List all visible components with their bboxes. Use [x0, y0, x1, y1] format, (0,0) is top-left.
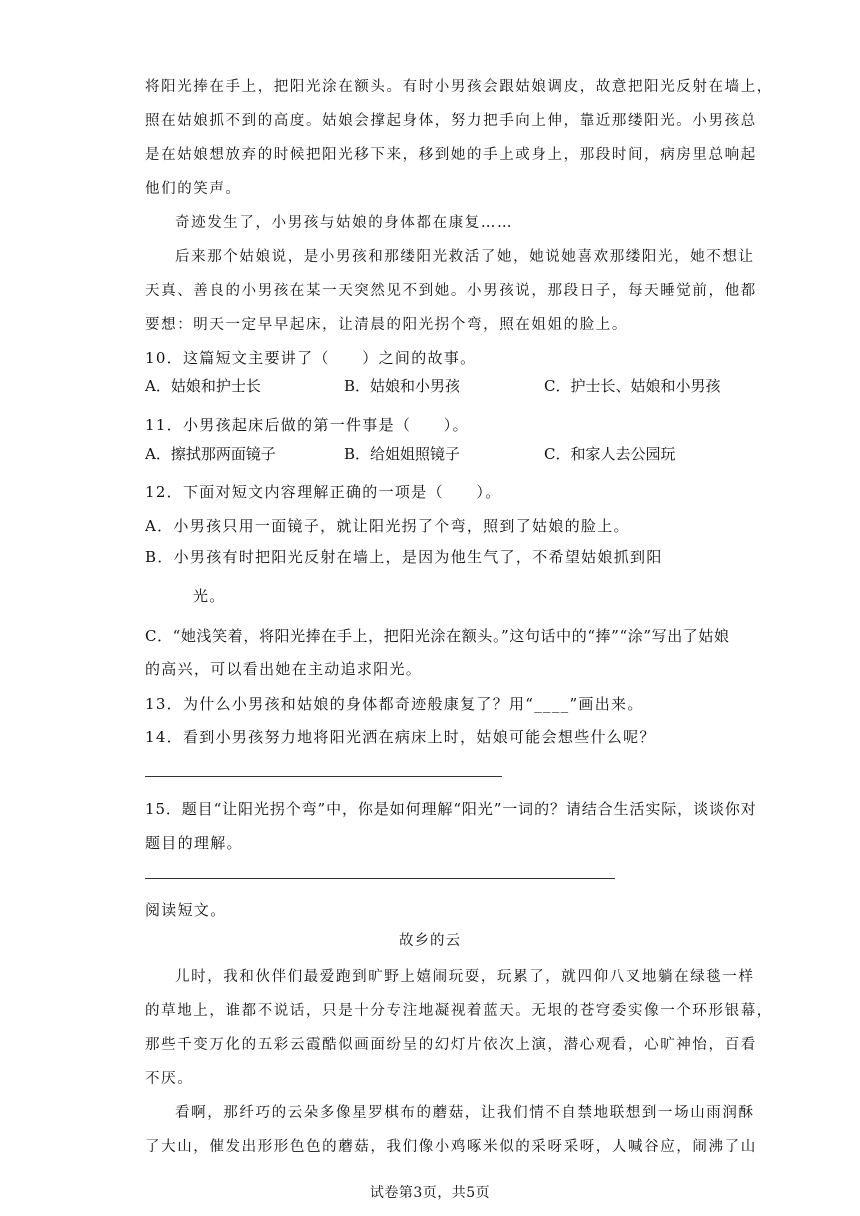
q12-option-b: B．小男孩有时把阳光反射在墙上，是因为他生气了，不希望姑娘抓到阳: [145, 548, 663, 566]
q12-option-a: A．小男孩只用一面镜子，就让阳光拐了个弯，照到了姑娘的脸上。: [145, 517, 630, 535]
story-paragraph: 奇迹发生了，小男孩与姑娘的身体都在康复……: [175, 215, 514, 231]
question-15-cont: 题目的理解。: [145, 834, 243, 852]
reading-line: 看啊，那纤巧的云朵多像星罗棋布的蘑菇，让我们情不自禁地联想到一场山雨润酥: [175, 1105, 755, 1121]
reading-line: 不厌。: [145, 1071, 194, 1087]
q15-answer-line[interactable]: [145, 878, 615, 879]
question-15: 15．题目“让阳光拐个弯”中，你是如何理解“阳光”一词的？请结合生活实际，谈谈你对: [145, 800, 757, 818]
q11-option-b: B．给姐姐照镜子: [344, 445, 461, 463]
q11-option-c: C．和家人去公园玩: [544, 445, 676, 463]
story-line: 他们的笑声。: [145, 181, 242, 197]
reading-line: 那些千变万化的五彩云霞酷似画面纷呈的幻灯片依次上演，潜心观看，心旷神怡，百看: [145, 1037, 757, 1053]
reading-line: 的草地上，谁都不说话，只是十分专注地凝视着蓝天。无垠的苍穹委实像一个环形银幕，: [145, 1003, 773, 1019]
question-14: 14．看到小男孩努力地将阳光洒在病床上时，姑娘可能会想些什么呢？: [145, 728, 656, 746]
question-10: 10．这篇短文主要讲了（ ）之间的故事。: [145, 349, 477, 367]
question-13: 13．为什么小男孩和姑娘的身体都奇迹般康复了？用“____”画出来。: [145, 695, 644, 713]
q12-option-c-cont: 的高兴，可以看出她在主动追求阳光。: [145, 660, 423, 678]
reading-line: 了大山，催发出形形色色的蘑菇，我们像小鸡啄米似的采呀采呀，人喊谷应，闹沸了山: [145, 1139, 757, 1155]
q10-option-c: C．护士长、姑娘和小男孩: [544, 377, 721, 395]
q11-option-a: A．擦拭那两面镜子: [145, 445, 276, 463]
reading-title: 故乡的云: [399, 933, 461, 949]
story-line: 将阳光捧在手上，把阳光涂在额头。有时小男孩会跟姑娘调皮，故意把阳光反射在墙上，: [145, 79, 773, 95]
story-line: 天真、善良的小男孩在某一天突然见不到她。小男孩说，那段日子，每天睡觉前，他都: [145, 283, 757, 299]
reading-line: 儿时，我和伙伴们最爱跑到旷野上嬉闹玩耍，玩累了，就四仰八叉地躺在绿毯一样: [175, 969, 755, 985]
q10-option-a: A．姑娘和护士长: [145, 377, 261, 395]
question-12: 12．下面对短文内容理解正确的一项是（ ）。: [145, 483, 502, 501]
q10-option-b: B．姑娘和小男孩: [344, 377, 461, 395]
page-footer: 试卷第3页，共5页: [369, 1185, 491, 1201]
story-line: 照在姑娘抓不到的高度。姑娘会撑起身体，努力把手向上伸，靠近那缕阳光。小男孩总: [145, 113, 757, 129]
story-line: 要想：明天一定早早起床，让清晨的阳光拐个弯，照在姐姐的脸上。: [145, 317, 628, 333]
story-line: 后来那个姑娘说，是小男孩和那缕阳光救活了她，她说她喜欢那缕阳光，她不想让: [175, 249, 755, 265]
story-line: 是在姑娘想放弃的时候把阳光移下来，移到她的手上或身上，那段时间，病房里总响起: [145, 147, 757, 163]
reading-intro: 阅读短文。: [145, 901, 227, 919]
question-11: 11．小男孩起床后做的第一件事是（ ）。: [145, 416, 469, 434]
q12-option-b-cont: 光。: [193, 587, 226, 605]
q14-answer-line[interactable]: [145, 776, 502, 777]
q12-option-c: C．“她浅笑着，将阳光捧在手上，把阳光涂在额头。”这句话中的“捧”“涂”写出了姑娘: [145, 627, 730, 645]
